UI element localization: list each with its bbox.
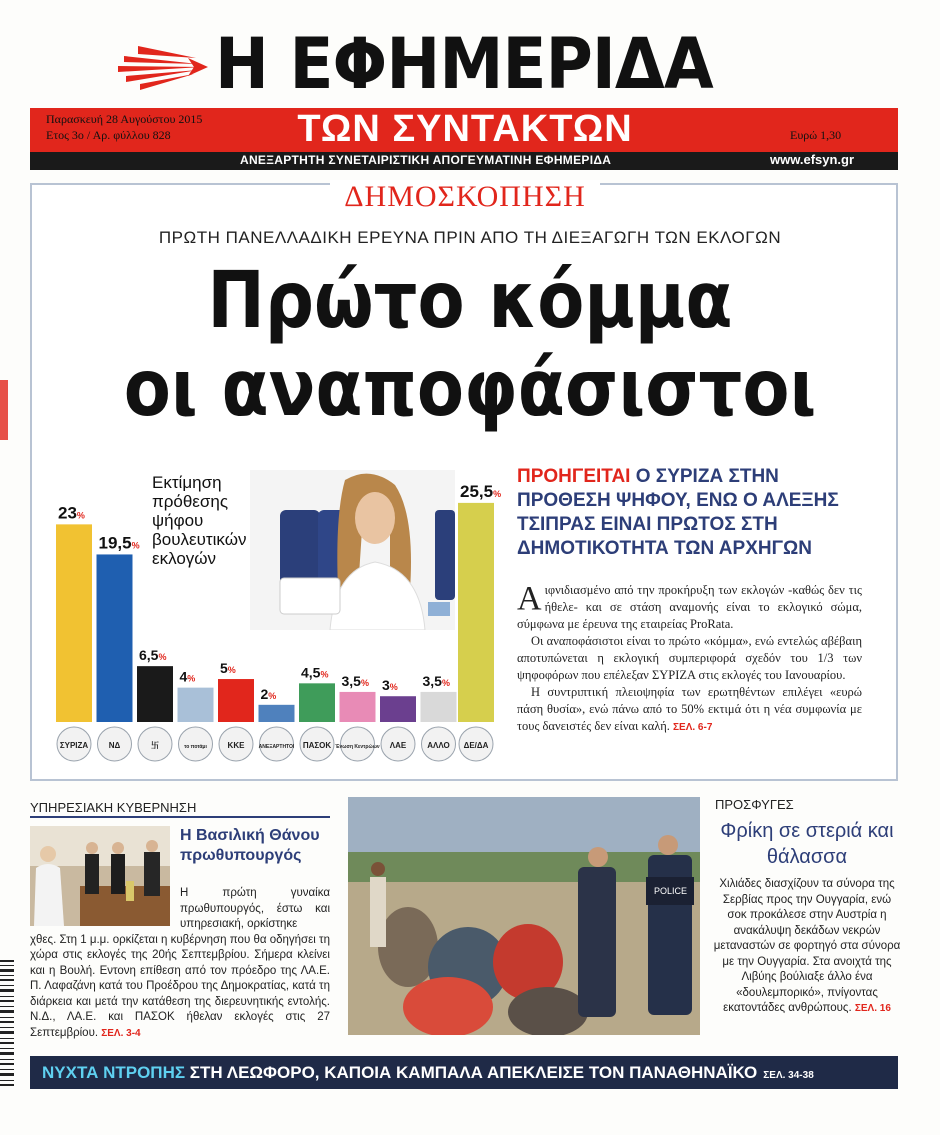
bar-value-label-3: 4% <box>179 668 196 685</box>
sports-page-ref[interactable]: ΣΕΛ. 34-38 <box>763 1070 814 1081</box>
headline-line-1[interactable]: Πρώτο κόμμα <box>207 256 733 346</box>
website-link[interactable]: www.efsyn.gr <box>770 152 855 167</box>
refugees-body <box>712 877 902 1017</box>
refugees-photo <box>348 797 700 1035</box>
party-label-9: ΑΛΛΟ <box>427 741 450 750</box>
government-body-main: χθες. Στη 1 μ.μ. ορκίζεται η κυβέρνηση που θα οδηγήσει τη χώρα στις εκλογές της 20ής Σεπτεμβρίου. Σήμερα κλείνει και η Βουλή. Εντονη επίθεση από τον πρόεδρο της ΛΑ.Ε. Π. Λαφαζάνη κατά του Προέδρου της Δημοκρατίας, κατά τη διάρκεια και μετά την κατάθεση της διερευνητικής εντολής. Ν.Δ., ΛΑ.Ε. και ΠΑΣΟΚ ήθελαν εκλογές στις 27 Σεπτεμβρίου. <box>30 933 330 1039</box>
party-label-4: ΚΚΕ <box>227 741 245 750</box>
refugees-headline[interactable]: Φρίκη σε στεριά και θάλασσα <box>720 820 894 868</box>
bar-value-label-4: 5% <box>220 660 236 677</box>
sports-banner-accent: ΝΥΧΤΑ ΝΤΡΟΠΗΣ <box>42 1063 186 1082</box>
government-headline[interactable]: Η Βασιλική Θάνου πρωθυπουργός <box>180 827 320 864</box>
party-label-0: ΣΥΡΙΖΑ <box>59 741 89 750</box>
subhead-rest: Ο ΣΥΡΙΖΑ ΣΤΗΝ ΠΡΟΘΕΣΗ ΨΗΦΟΥ, ΕΝΩ Ο ΑΛΕΞΗΣ ΤΣΙΠΡΑΣ ΕΙΝΑΙ ΠΡΩΤΟΣ ΣΤΗ ΔΗΜΟΤΙΚΟΤΗΤΑ ΤΩΝ ΑΡΧΗΓΩΝ <box>517 466 839 559</box>
subhead-lead: ΠΡΟΗΓΕΙΤΑΙ <box>517 466 631 487</box>
issue-number: Ετος 3ο / Αρ. φύλλου 828 <box>46 128 171 142</box>
issue-price: Ευρώ 1,30 <box>790 128 842 142</box>
bar-8 <box>380 696 416 722</box>
poll-subhead <box>517 465 862 561</box>
party-label-7: Ένωση Κεντρώων <box>335 744 380 750</box>
section-rule <box>30 816 330 818</box>
bar-value-label-2: 6,5% <box>139 647 167 664</box>
bar-value-label-10: 25,5% <box>460 481 502 501</box>
vote-intention-chart <box>46 460 506 770</box>
bar-2 <box>137 666 173 722</box>
poll-page-ref[interactable]: ΣΕΛ. 6-7 <box>673 722 713 733</box>
bar-4 <box>218 679 254 722</box>
party-label-5: ΑΝΕΞΑΡΤΗΤΟΙ <box>258 744 295 750</box>
bar-6 <box>299 683 335 722</box>
bar-value-label-8: 3% <box>382 677 398 694</box>
pen-nib-logo <box>118 40 208 92</box>
bar-7 <box>340 692 376 722</box>
bar-3 <box>178 688 214 722</box>
bar-value-label-0: 23% <box>58 503 85 523</box>
party-label-6: ΠΑΣΟΚ <box>302 741 332 750</box>
bar-1 <box>97 554 133 722</box>
bar-10 <box>458 503 494 722</box>
bar-5 <box>259 705 295 722</box>
chart-caption: Εκτίμηση πρόθεσης ψήφου βουλευτικών εκλογών <box>152 473 247 568</box>
government-body <box>30 886 330 1041</box>
sports-banner-text: ΣΤΗ ΛΕΩΦΟΡΟ, ΚΑΠΟΙΑ ΚΑΜΠΑΛΑ ΑΠΕΚΛΕΙΣΕ ΤΟΝ ΠΑΝΑΘΗΝΑΪΚΟ <box>189 1063 758 1082</box>
drop-cap: Α <box>517 580 542 617</box>
party-label-8: ΛΑΕ <box>389 741 407 750</box>
bar-0 <box>56 524 92 722</box>
party-label-3: το ποτάμι <box>184 744 207 750</box>
headline-line-2[interactable]: οι αναποφάσιστοι <box>123 344 817 434</box>
masthead-subtitle: ΤΩΝ ΣΥΝΤΑΚΤΩΝ <box>297 108 633 150</box>
government-body-intro: Η πρώτη γυναίκα πρωθυπουργός, έστω και υπηρεσιακή, ορκίστηκε <box>180 887 330 930</box>
government-page-ref[interactable]: ΣΕΛ. 3-4 <box>101 1027 141 1039</box>
barcode <box>0 960 14 1090</box>
section-label-government: ΥΠΗΡΕΣΙΑΚΗ ΚΥΒΕΡΝΗΣΗ <box>30 800 197 815</box>
poll-deck: ΠΡΩΤΗ ΠΑΝΕΛΛΑΔΙΚΗ ΕΡΕΥΝΑ ΠΡΙΝ ΑΠΟ ΤΗ ΔΙΕΞΑΓΩΓΗ ΤΩΝ ΕΚΛΟΓΩΝ <box>158 228 782 247</box>
party-label-10: ΔΕ/ΔΑ <box>463 741 489 750</box>
poll-kicker: ΔΗΜΟΣΚΟΠΗΣΗ <box>330 180 600 214</box>
poll-paragraph-1: ιφνιδιασμένο από την προκήρυξη των εκλογών -καθώς δεν τις ήθελε- και σε στάση αναμονής είναι το εκλογικό σώμα, σύμφωνα με έρευνα της εταιρείας ProRata. <box>517 583 862 631</box>
police-label: POLICE <box>654 886 688 896</box>
bar-value-label-7: 3,5% <box>341 672 369 689</box>
masthead-title: Η ΕΦΗΜΕΡΙΔΑ <box>215 23 713 105</box>
poll-paragraph-3: Η συντριπτική πλειοψηφία των ερωτηθέντων επιλέγει «ευρώ πάση θυσία», ενώ πάνω από το 50% εκτιμά ότι η νέα συμφωνία με τους δανειστές δεν είναι καλή. <box>517 685 862 733</box>
bar-value-label-6: 4,5% <box>301 664 329 681</box>
issue-date: Παρασκευή 28 Αυγούστου 2015 <box>46 112 203 126</box>
bar-value-label-9: 3,5% <box>422 672 450 689</box>
party-label-2: 卐 <box>151 741 159 750</box>
section-label-refugees: ΠΡΟΣΦΥΓΕΣ <box>715 797 794 812</box>
bar-value-label-1: 19,5% <box>98 533 140 553</box>
poll-body <box>517 582 862 736</box>
poll-paragraph-2: Οι αναποφάσιστοι είναι το πρώτο «κόμμα», ενώ εντελώς αβέβαιη αποτυπώνεται η εκλογική συμπεριφορά σχεδόν του 1/3 των ψηφοφόρων που επέλεξαν ΣΥΡΙΖΑ στις εκλογές του Ιανουαρίου. <box>517 634 862 682</box>
refugees-page-ref[interactable]: ΣΕΛ. 16 <box>854 1003 891 1014</box>
refugees-body-text: Χιλιάδες διασχίζουν τα σύνορα της Σερβίας προς την Ουγγαρία, ενώ σοκ προκάλεσε στην Αυστρία η ανακάλυψη δεκάδων νεκρών μεταναστών σε φορτηγό στα σύνορα με την Ουγγαρία. Στα ανοιχτά της Λιβύης βούλιαξε άλλο ένα «δουλεμπορικό», πνίγοντας εκατοντάδες ανθρώπους. <box>713 878 901 1014</box>
sports-banner[interactable] <box>30 1056 898 1089</box>
masthead-tagline: ΑΝΕΞΑΡΤΗΤΗ ΣΥΝΕΤΑΙΡΙΣΤΙΚΗ ΑΠΟΓΕΥΜΑΤΙΝΗ ΕΦΗΜΕΡΙΔΑ <box>240 153 612 167</box>
party-label-1: ΝΔ <box>108 741 121 750</box>
bar-value-label-5: 2% <box>260 685 277 702</box>
edge-date-strip <box>0 380 8 440</box>
bar-9 <box>421 692 457 722</box>
